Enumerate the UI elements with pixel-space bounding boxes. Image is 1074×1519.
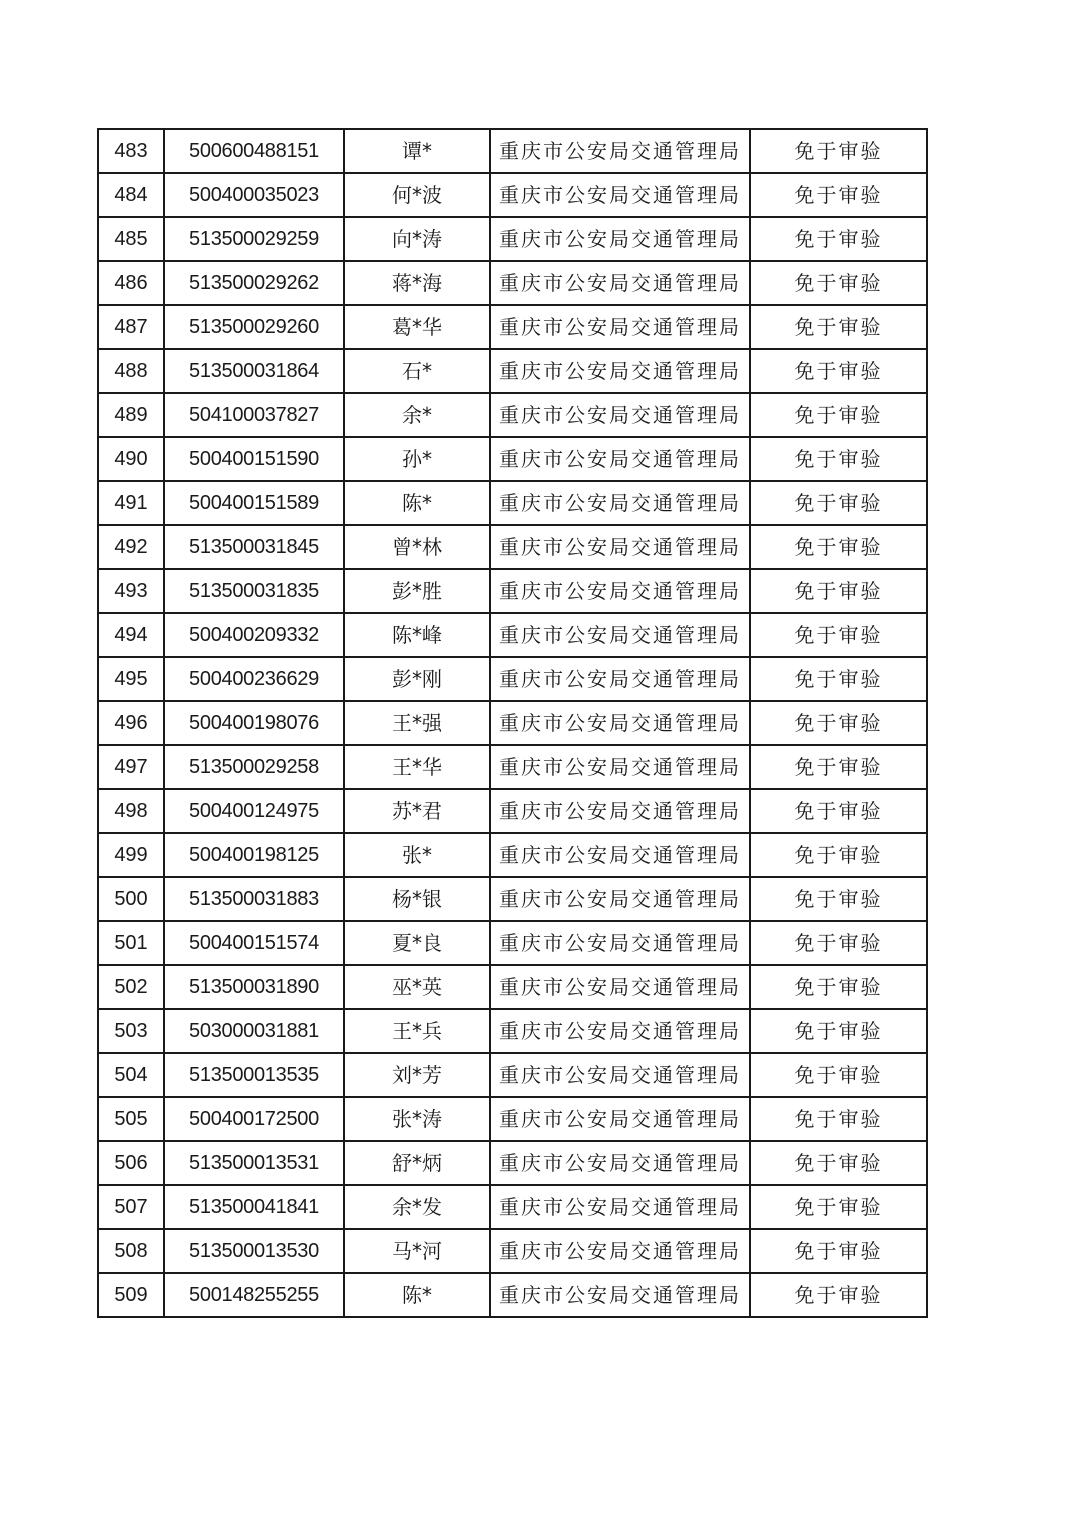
review-result-cell: 免于审验 — [750, 789, 927, 833]
review-result-cell: 免于审验 — [750, 965, 927, 1009]
issuing-authority-cell: 重庆市公安局交通管理局 — [490, 1229, 750, 1273]
row-number-cell: 495 — [98, 657, 164, 701]
review-result-cell: 免于审验 — [750, 613, 927, 657]
issuing-authority-cell: 重庆市公安局交通管理局 — [490, 481, 750, 525]
person-name-cell: 石* — [344, 349, 490, 393]
license-number-cell: 500400151589 — [164, 481, 344, 525]
issuing-authority-cell: 重庆市公安局交通管理局 — [490, 1185, 750, 1229]
table-row — [98, 789, 927, 833]
person-name-cell: 马*河 — [344, 1229, 490, 1273]
person-name-cell: 夏*良 — [344, 921, 490, 965]
issuing-authority-cell: 重庆市公安局交通管理局 — [490, 217, 750, 261]
license-number-cell: 500400151574 — [164, 921, 344, 965]
person-name-cell: 张* — [344, 833, 490, 877]
person-name-cell: 王*华 — [344, 745, 490, 789]
issuing-authority-cell: 重庆市公安局交通管理局 — [490, 1009, 750, 1053]
license-number-cell: 513500031890 — [164, 965, 344, 1009]
issuing-authority-cell: 重庆市公安局交通管理局 — [490, 349, 750, 393]
table-row — [98, 569, 927, 613]
table-row — [98, 701, 927, 745]
review-result-cell: 免于审验 — [750, 1141, 927, 1185]
review-result-cell: 免于审验 — [750, 437, 927, 481]
issuing-authority-cell: 重庆市公安局交通管理局 — [490, 965, 750, 1009]
license-number-cell: 513500031835 — [164, 569, 344, 613]
review-result-cell: 免于审验 — [750, 1009, 927, 1053]
person-name-cell: 陈*峰 — [344, 613, 490, 657]
person-name-cell: 陈* — [344, 1273, 490, 1317]
row-number-cell: 509 — [98, 1273, 164, 1317]
row-number-cell: 483 — [98, 129, 164, 173]
license-number-cell: 500400035023 — [164, 173, 344, 217]
row-number-cell: 508 — [98, 1229, 164, 1273]
row-number-cell: 488 — [98, 349, 164, 393]
table-row — [98, 129, 927, 173]
person-name-cell: 蒋*海 — [344, 261, 490, 305]
person-name-cell: 彭*胜 — [344, 569, 490, 613]
table-row — [98, 921, 927, 965]
license-number-cell: 500400124975 — [164, 789, 344, 833]
review-result-cell: 免于审验 — [750, 1097, 927, 1141]
issuing-authority-cell: 重庆市公安局交通管理局 — [490, 437, 750, 481]
license-number-cell: 500600488151 — [164, 129, 344, 173]
license-number-cell: 500148255255 — [164, 1273, 344, 1317]
person-name-cell: 谭* — [344, 129, 490, 173]
person-name-cell: 舒*炳 — [344, 1141, 490, 1185]
row-number-cell: 484 — [98, 173, 164, 217]
person-name-cell: 余* — [344, 393, 490, 437]
issuing-authority-cell: 重庆市公安局交通管理局 — [490, 525, 750, 569]
license-number-cell: 500400236629 — [164, 657, 344, 701]
row-number-cell: 494 — [98, 613, 164, 657]
table-row — [98, 305, 927, 349]
review-result-cell: 免于审验 — [750, 349, 927, 393]
review-result-cell: 免于审验 — [750, 217, 927, 261]
person-name-cell: 苏*君 — [344, 789, 490, 833]
review-result-cell: 免于审验 — [750, 921, 927, 965]
row-number-cell: 487 — [98, 305, 164, 349]
table-row — [98, 481, 927, 525]
person-name-cell: 何*波 — [344, 173, 490, 217]
table-row — [98, 393, 927, 437]
review-result-cell: 免于审验 — [750, 569, 927, 613]
issuing-authority-cell: 重庆市公安局交通管理局 — [490, 613, 750, 657]
table-row — [98, 1229, 927, 1273]
license-number-cell: 500400198125 — [164, 833, 344, 877]
license-number-cell: 500400198076 — [164, 701, 344, 745]
review-result-cell: 免于审验 — [750, 833, 927, 877]
issuing-authority-cell: 重庆市公安局交通管理局 — [490, 833, 750, 877]
issuing-authority-cell: 重庆市公安局交通管理局 — [490, 1141, 750, 1185]
review-result-cell: 免于审验 — [750, 525, 927, 569]
review-result-cell: 免于审验 — [750, 745, 927, 789]
person-name-cell: 葛*华 — [344, 305, 490, 349]
license-number-cell: 513500041841 — [164, 1185, 344, 1229]
table-row — [98, 217, 927, 261]
license-number-cell: 513500031845 — [164, 525, 344, 569]
person-name-cell: 王*强 — [344, 701, 490, 745]
review-result-cell: 免于审验 — [750, 877, 927, 921]
review-result-cell: 免于审验 — [750, 1229, 927, 1273]
issuing-authority-cell: 重庆市公安局交通管理局 — [490, 657, 750, 701]
person-name-cell: 孙* — [344, 437, 490, 481]
table-row — [98, 437, 927, 481]
review-result-cell: 免于审验 — [750, 1273, 927, 1317]
row-number-cell: 490 — [98, 437, 164, 481]
table-row — [98, 1009, 927, 1053]
table-row — [98, 1273, 927, 1317]
table-row — [98, 173, 927, 217]
person-name-cell: 杨*银 — [344, 877, 490, 921]
issuing-authority-cell: 重庆市公安局交通管理局 — [490, 921, 750, 965]
person-name-cell: 巫*英 — [344, 965, 490, 1009]
table-row — [98, 613, 927, 657]
issuing-authority-cell: 重庆市公安局交通管理局 — [490, 701, 750, 745]
person-name-cell: 余*发 — [344, 1185, 490, 1229]
issuing-authority-cell: 重庆市公安局交通管理局 — [490, 261, 750, 305]
license-number-cell: 513500029258 — [164, 745, 344, 789]
row-number-cell: 493 — [98, 569, 164, 613]
person-name-cell: 向*涛 — [344, 217, 490, 261]
license-number-cell: 513500013535 — [164, 1053, 344, 1097]
row-number-cell: 485 — [98, 217, 164, 261]
row-number-cell: 507 — [98, 1185, 164, 1229]
review-result-cell: 免于审验 — [750, 1185, 927, 1229]
row-number-cell: 498 — [98, 789, 164, 833]
row-number-cell: 491 — [98, 481, 164, 525]
table-row — [98, 877, 927, 921]
row-number-cell: 499 — [98, 833, 164, 877]
issuing-authority-cell: 重庆市公安局交通管理局 — [490, 1273, 750, 1317]
issuing-authority-cell: 重庆市公安局交通管理局 — [490, 745, 750, 789]
license-number-cell: 500400209332 — [164, 613, 344, 657]
row-number-cell: 503 — [98, 1009, 164, 1053]
review-result-cell: 免于审验 — [750, 261, 927, 305]
review-result-cell: 免于审验 — [750, 657, 927, 701]
row-number-cell: 497 — [98, 745, 164, 789]
license-number-cell: 513500029259 — [164, 217, 344, 261]
issuing-authority-cell: 重庆市公安局交通管理局 — [490, 1097, 750, 1141]
table-row — [98, 525, 927, 569]
review-result-cell: 免于审验 — [750, 305, 927, 349]
person-name-cell: 陈* — [344, 481, 490, 525]
issuing-authority-cell: 重庆市公安局交通管理局 — [490, 569, 750, 613]
license-number-cell: 513500029260 — [164, 305, 344, 349]
table-row — [98, 349, 927, 393]
table-row — [98, 1141, 927, 1185]
table-row — [98, 965, 927, 1009]
row-number-cell: 501 — [98, 921, 164, 965]
license-number-cell: 513500013530 — [164, 1229, 344, 1273]
table-row — [98, 1097, 927, 1141]
table-row — [98, 1053, 927, 1097]
row-number-cell: 500 — [98, 877, 164, 921]
review-result-cell: 免于审验 — [750, 393, 927, 437]
review-result-cell: 免于审验 — [750, 173, 927, 217]
table-row — [98, 1185, 927, 1229]
person-name-cell: 彭*刚 — [344, 657, 490, 701]
row-number-cell: 505 — [98, 1097, 164, 1141]
table-row — [98, 833, 927, 877]
person-name-cell: 曾*林 — [344, 525, 490, 569]
review-result-cell: 免于审验 — [750, 701, 927, 745]
row-number-cell: 486 — [98, 261, 164, 305]
row-number-cell: 504 — [98, 1053, 164, 1097]
license-number-cell: 504100037827 — [164, 393, 344, 437]
license-number-cell: 513500031864 — [164, 349, 344, 393]
person-name-cell: 张*涛 — [344, 1097, 490, 1141]
issuing-authority-cell: 重庆市公安局交通管理局 — [490, 789, 750, 833]
table-row — [98, 745, 927, 789]
table-row — [98, 657, 927, 701]
license-number-cell: 500400151590 — [164, 437, 344, 481]
record-table — [97, 128, 928, 1318]
row-number-cell: 492 — [98, 525, 164, 569]
issuing-authority-cell: 重庆市公安局交通管理局 — [490, 305, 750, 349]
license-number-cell: 500400172500 — [164, 1097, 344, 1141]
review-result-cell: 免于审验 — [750, 1053, 927, 1097]
row-number-cell: 489 — [98, 393, 164, 437]
table-row — [98, 261, 927, 305]
person-name-cell: 王*兵 — [344, 1009, 490, 1053]
issuing-authority-cell: 重庆市公安局交通管理局 — [490, 129, 750, 173]
issuing-authority-cell: 重庆市公安局交通管理局 — [490, 173, 750, 217]
record-table-body — [98, 129, 927, 1317]
row-number-cell: 496 — [98, 701, 164, 745]
person-name-cell: 刘*芳 — [344, 1053, 490, 1097]
license-number-cell: 513500013531 — [164, 1141, 344, 1185]
issuing-authority-cell: 重庆市公安局交通管理局 — [490, 1053, 750, 1097]
license-number-cell: 513500029262 — [164, 261, 344, 305]
review-result-cell: 免于审验 — [750, 481, 927, 525]
row-number-cell: 506 — [98, 1141, 164, 1185]
review-result-cell: 免于审验 — [750, 129, 927, 173]
issuing-authority-cell: 重庆市公安局交通管理局 — [490, 393, 750, 437]
row-number-cell: 502 — [98, 965, 164, 1009]
license-number-cell: 503000031881 — [164, 1009, 344, 1053]
license-number-cell: 513500031883 — [164, 877, 344, 921]
issuing-authority-cell: 重庆市公安局交通管理局 — [490, 877, 750, 921]
